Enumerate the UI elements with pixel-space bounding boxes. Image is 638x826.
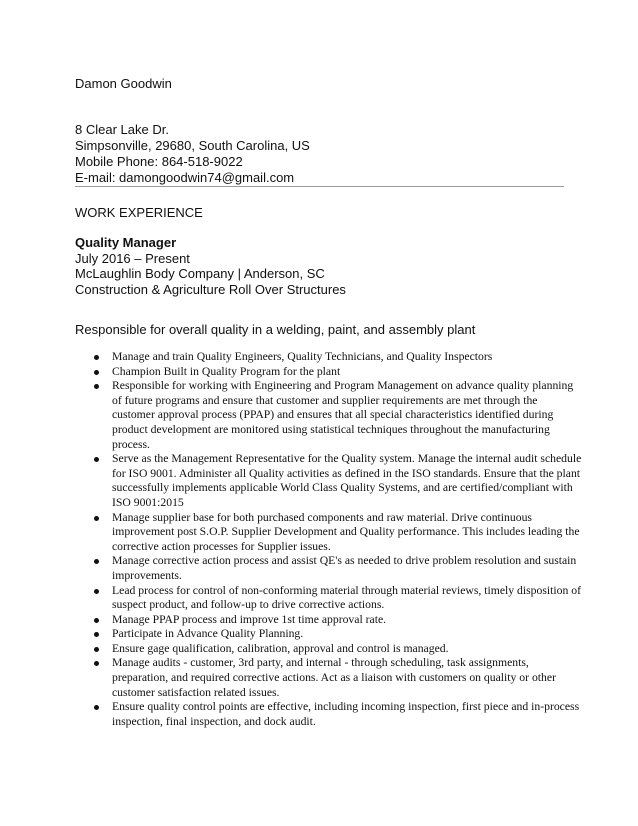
list-item xyxy=(112,379,582,452)
bullet-icon xyxy=(94,516,99,521)
bullet-icon xyxy=(94,632,99,637)
list-item xyxy=(112,365,582,380)
list-item xyxy=(112,700,582,729)
duty-text: Manage and train Quality Engineers, Quality Technicians, and Quality Inspectors xyxy=(112,350,493,363)
duty-text: Manage corrective action process and assist QE's as needed to drive problem resolution and sustain improvements. xyxy=(112,554,577,582)
bullet-icon xyxy=(94,384,99,389)
list-item xyxy=(112,554,582,583)
list-item xyxy=(112,511,582,555)
bullet-icon xyxy=(94,661,99,666)
mobile-phone: Mobile Phone: 864-518-9022 xyxy=(75,154,243,169)
header-divider xyxy=(75,186,564,187)
job-header xyxy=(75,235,346,297)
job-company: McLaughlin Body Company | Anderson, SC xyxy=(75,266,325,281)
candidate-name: Damon Goodwin xyxy=(75,76,172,91)
duty-text: Serve as the Management Representative for the Quality system. Manage the internal audit schedule for ISO 9001. Administer all Quality activities as defined in the ISO standards. Ensure that the plant successfully implements applicable World Class Quality Systems, and are certified/compliant with ISO 9001:2015 xyxy=(112,452,582,509)
address-line-2: Simpsonville, 29680, South Carolina, US xyxy=(75,138,310,153)
duty-text: Manage supplier base for both purchased components and raw material. Drive continuous improvement post S.O.P. Supplier Development and Quality performance. This includes leading the corrective action processes for Supplier issues. xyxy=(112,510,580,553)
duty-text: Champion Built in Quality Program for the plant xyxy=(112,364,341,378)
list-item xyxy=(112,584,582,613)
list-item xyxy=(112,613,582,628)
bullet-icon xyxy=(94,370,99,375)
duty-text: Ensure gage qualification, calibration, approval and control is managed. xyxy=(112,641,449,655)
duty-text: Participate in Advance Quality Planning. xyxy=(112,627,304,641)
duties-list xyxy=(93,350,582,729)
list-item xyxy=(112,656,582,700)
section-title-work-experience: WORK EXPERIENCE xyxy=(75,205,203,220)
email-address: E-mail: damongoodwin74@gmail.com xyxy=(75,170,295,185)
job-division: Construction & Agriculture Roll Over Structures xyxy=(75,281,346,297)
bullet-icon xyxy=(94,647,99,652)
duty-text: Manage PPAP process and improve 1st time approval rate. xyxy=(112,612,387,626)
job-title: Quality Manager xyxy=(75,235,177,250)
job-dates: July 2016 – Present xyxy=(75,250,190,266)
duty-text: Responsible for working with Engineering and Program Management on advance quality planning of future programs and ensure that customer and supplier requirements are met through the customer approval process (PPAP) and ensures that all special characteristics identified during product development are monitored using statistical techniques throughout the manufacturing process. xyxy=(112,379,574,451)
contact-block xyxy=(75,122,310,186)
list-item xyxy=(112,452,582,510)
bullet-icon xyxy=(94,705,99,710)
bullet-icon xyxy=(94,559,99,564)
bullet-icon xyxy=(94,457,99,462)
duty-text: Manage audits - customer, 3rd party, and internal - through scheduling, task assignments, preparation, and required corrective actions. Act as a liaison with customers on quality or other customer satisfaction related issues. xyxy=(112,656,556,699)
list-item xyxy=(112,642,582,657)
duty-text: Lead process for control of non-conforming material through material reviews, timely disposition of suspect product, and follow-up to drive corrective actions. xyxy=(112,583,581,612)
job-summary: Responsible for overall quality in a welding, paint, and assembly plant xyxy=(75,322,476,337)
list-item xyxy=(112,627,582,642)
bullet-icon xyxy=(94,618,99,623)
duty-text: Ensure quality control points are effective, including incoming inspection, first piece and in-process inspection, final inspection, and dock audit. xyxy=(112,700,580,728)
address-line-1: 8 Clear Lake Dr. xyxy=(75,122,169,137)
bullet-icon xyxy=(94,589,99,594)
bullet-icon xyxy=(94,355,99,360)
list-item xyxy=(112,350,582,365)
